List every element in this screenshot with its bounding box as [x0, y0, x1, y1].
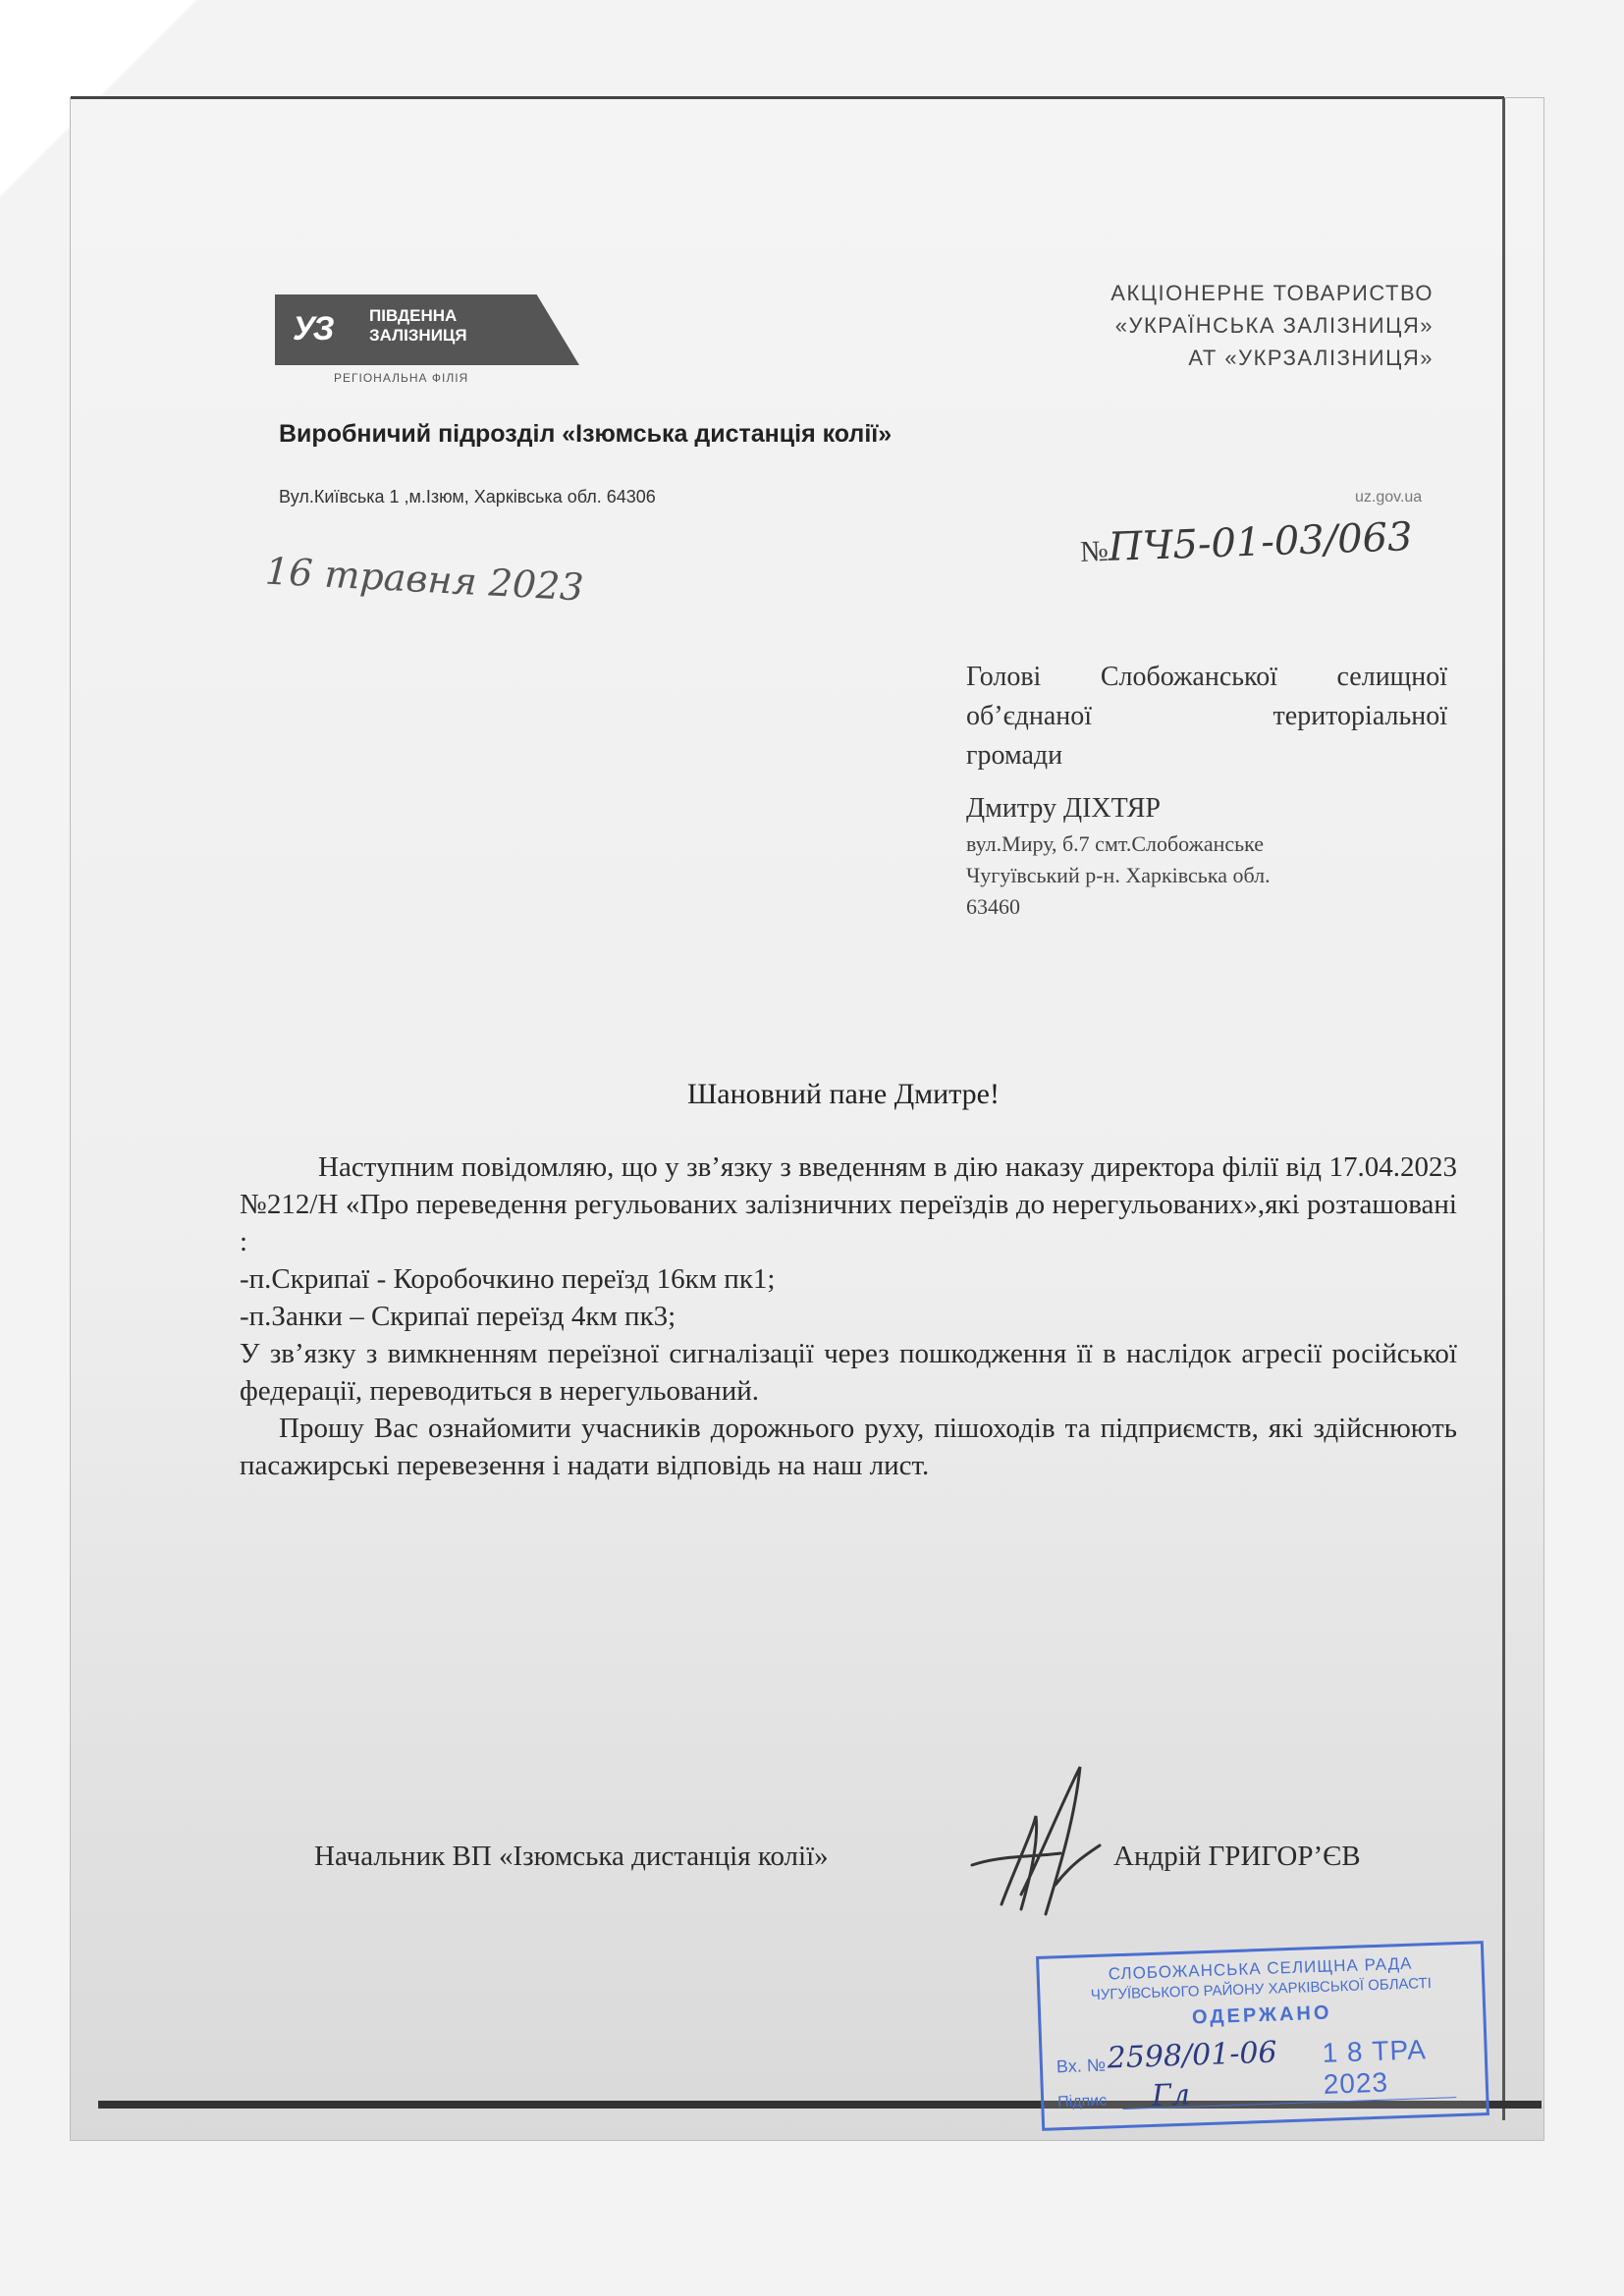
paragraph: У зв’язку з вимкненням переїзної сигналізації через пошкодження її в наслідок агресії російської федерації, переводиться в нерегульований. [240, 1338, 1457, 1407]
logo-line1: ПІВДЕННА [369, 306, 458, 325]
logo-text [369, 306, 467, 346]
sender-address: Вул.Київська 1 ,м.Ізюм, Харківська обл. 64306 [279, 487, 656, 507]
handwritten-signature [962, 1747, 1139, 1924]
ref-prefix: № [1079, 534, 1110, 568]
paragraph: Прошу Вас ознайомити учасників дорожнього руху, пішоходів та підприємств, які здійснюють пасажирські перевезення і надати відповідь на наш лист. [240, 1413, 1457, 1481]
company-name [982, 277, 1434, 374]
recipient-address-line: 63460 [966, 894, 1020, 919]
letter-body [240, 1148, 1457, 1484]
list-item: -п.Скрипаї - Коробочкино переїзд 16км пк1; [240, 1263, 776, 1295]
sheet-edge [1502, 98, 1505, 2120]
logo-line2: ЗАЛІЗНИЦЯ [369, 326, 467, 345]
signer-name: Андрій ГРИГОР’ЄВ [1113, 1841, 1361, 1872]
stamp-line: СЛОБОЖАНСЬКА СЕЛИЩНА РАДА [1108, 1953, 1413, 1984]
sheet-edge [71, 96, 1504, 99]
stamp-received-label: ОДЕРЖАНО [1191, 2002, 1332, 2029]
stamp-line: ЧУГУЇВСЬКОГО РАЙОНУ ХАРКІВСЬКОЇ ОБЛАСТІ [1090, 1974, 1433, 2004]
recipient-address-line: Чугуївський р-н. Харківська обл. [966, 863, 1271, 887]
recipient-line: громади [966, 740, 1063, 771]
stamp-date: 1 8 ТРА 2023 [1322, 2034, 1428, 2100]
company-line: АКЦІОНЕРНЕ ТОВАРИСТВО [1110, 281, 1434, 305]
greeting: Шановний пане Дмитре! [687, 1078, 1000, 1110]
recipient-address-line: вул.Миру, б.7 смт.Слобожанське [966, 831, 1265, 856]
received-stamp [1036, 1941, 1489, 2131]
scanned-sheet [71, 98, 1543, 2140]
website: uz.gov.ua [1355, 489, 1423, 506]
stamp-in-label: Вх. № [1056, 2055, 1107, 2077]
recipient-name: Дмитру ДІХТЯР [966, 793, 1161, 824]
signer-position: Начальник ВП «Ізюмська дистанція колії» [314, 1841, 829, 1872]
company-logo [275, 294, 579, 365]
company-line: «УКРАЇНСЬКА ЗАЛІЗНИЦЯ» [1114, 313, 1434, 338]
logo-mark: УЗ [293, 310, 333, 347]
stamp-signature: Гл [1151, 2077, 1191, 2113]
stamp-in-number: 2598/01-06 [1107, 2035, 1278, 2076]
recipient-block [966, 658, 1447, 923]
logo-subtitle: РЕГІОНАЛЬНА ФІЛІЯ [334, 371, 469, 385]
ref-value: ПЧ5-01-03/063 [1107, 514, 1414, 570]
recipient-line: об’єднаної територіальної [966, 701, 1447, 731]
company-line: АТ «УКРЗАЛІЗНИЦЯ» [1188, 346, 1434, 370]
list-item: -п.Занки – Скрипаї переїзд 4км пк3; [240, 1301, 677, 1332]
division-title: Виробничий підрозділ «Ізюмська дистанція колії» [279, 420, 893, 448]
recipient-line: Голові Слобожанської селищної [966, 662, 1447, 692]
stamp-sign-label: Підпис [1056, 2092, 1108, 2111]
paragraph: Наступним повідомляю, що у зв’язку з введенням в дію наказу директора філії від 17.04.2023 №212/Н «Про переведення регульованих залізничних переїздів до нерегульованих»,які розташовані : [240, 1151, 1457, 1257]
handwritten-date: 16 травня 2023 [264, 549, 585, 610]
